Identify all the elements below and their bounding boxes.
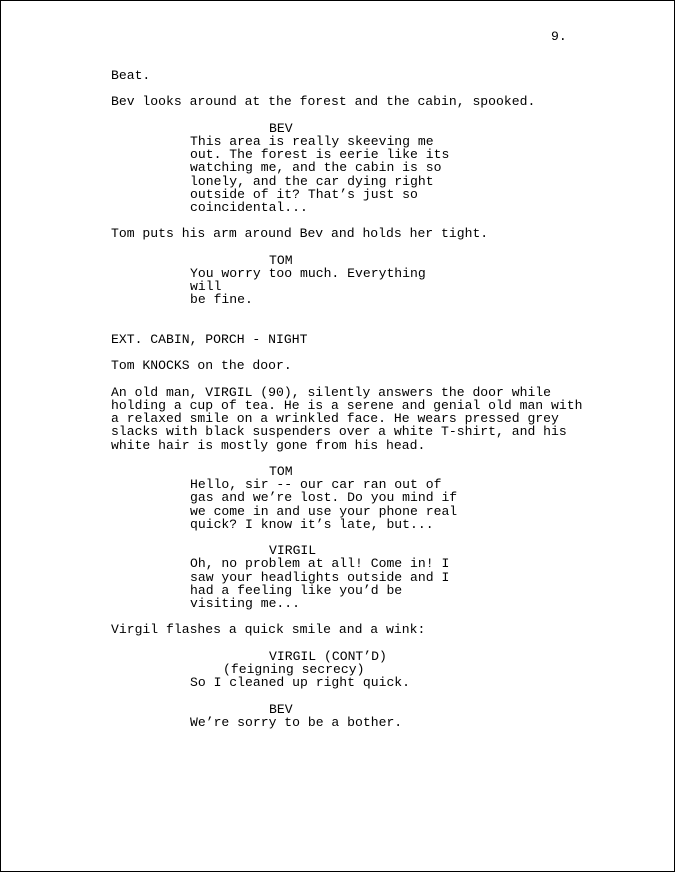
page-number: 9. — [551, 29, 567, 44]
script-content — [111, 69, 631, 729]
dialogue: Hello, sir -- our car ran out of gas and we’re lost. Do you mind if we come in and use your phone real quick? I know it’s late, but... — [190, 477, 458, 532]
character-name: VIRGIL — [269, 543, 317, 559]
action-line: Bev looks around at the forest and the cabin, spooked. — [111, 94, 536, 110]
action-line: Tom KNOCKS on the door. — [111, 358, 292, 374]
dialogue: This area is really skeeving me out. The forest is eerie like its watching me, and the cabin is so lonely, and the car dying right outside of it? That’s just so coincidental... — [190, 133, 450, 215]
action-line: Beat. — [111, 68, 151, 83]
action-line: Tom puts his arm around Bev and holds her tight. — [111, 226, 489, 242]
action-line: Virgil flashes a quick smile and a wink: — [111, 622, 426, 638]
dialogue: So I cleaned up right quick. — [190, 675, 411, 691]
dialogue: You worry too much. Everything will be fine. — [190, 265, 426, 308]
character-name: TOM — [269, 463, 293, 479]
character-name: BEV — [269, 701, 293, 717]
character-name: TOM — [269, 252, 293, 268]
scene-heading: EXT. CABIN, PORCH - NIGHT — [111, 331, 308, 347]
action-paragraph: An old man, VIRGIL (90), silently answers the door while holding a cup of tea. He is a serene and genial old man with a relaxed smile on a wrinkled face. He wears pressed grey slacks with black suspenders over a white T-shirt, and his white hair is mostly gone from his head. — [111, 384, 583, 453]
character-name: BEV — [269, 120, 293, 136]
parenthetical: (feigning secrecy) — [223, 661, 365, 677]
dialogue: We’re sorry to be a bother. — [190, 714, 403, 730]
dialogue: Oh, no problem at all! Come in! I saw your headlights outside and I had a feeling like you’d be visiting me... — [190, 556, 450, 611]
character-name: VIRGIL (CONT’D) — [269, 648, 387, 664]
